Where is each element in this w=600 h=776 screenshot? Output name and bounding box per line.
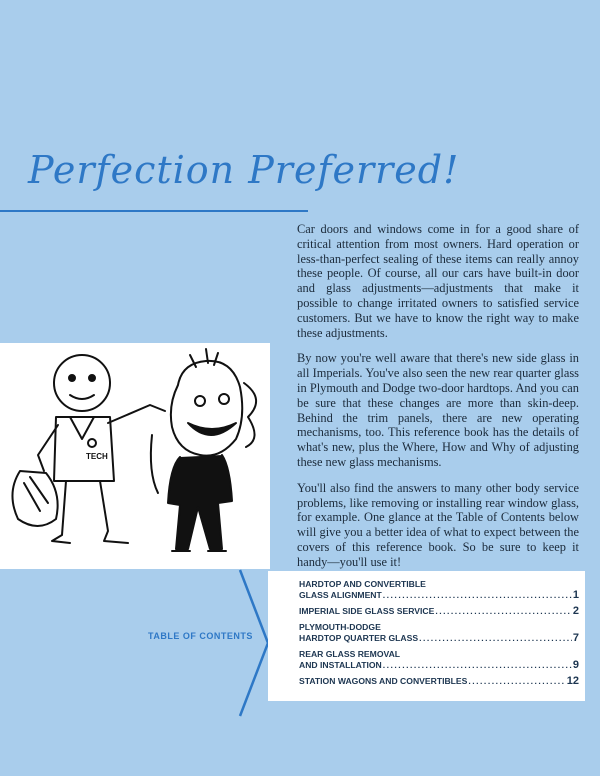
robot-head — [54, 355, 110, 411]
robot-arm-right — [108, 405, 165, 423]
toc-entry-title: STATION WAGONS AND CONVERTIBLES — [299, 676, 468, 686]
owner-tie-squiggle — [151, 435, 158, 493]
body-text — [297, 222, 579, 581]
robot-eye-right — [89, 375, 95, 381]
owner-eye-left — [195, 396, 205, 406]
owner-eye-right — [219, 394, 229, 404]
owner-suit — [168, 455, 232, 549]
toc-entry-title: GLASS ALIGNMENT — [299, 590, 382, 600]
toc-list — [299, 579, 579, 692]
paragraph-2: By now you're well aware that there's new side glass in all Imperials. You've also seen the new rear quarter glass in Plymouth and Dodge two-door hardtops. And you can be sure that these changes are more than skin-deep. Behind the trim panels, there are new operating mechanisms, too. This reference book has the details of what's new, plus the Where, How and Why of adjusting these new glass mechanisms. — [297, 351, 579, 469]
toc-page-number: 2 — [572, 605, 579, 617]
toc-entry-title: HARDTOP QUARTER GLASS — [299, 633, 419, 643]
robot-eye-left — [69, 375, 75, 381]
toc-page-number: 1 — [572, 589, 579, 601]
toc-entry[interactable] — [299, 579, 579, 601]
paragraph-1: Car doors and windows come in for a good share of critical attention from most owners. Hard operation or less-than-perfect sealing of these items can really annoy these people. Of course, all our cars have built-in door and glass adjustments—adjustments that make it possible to change irritated owners to satisfied service customers. But we have to know the right way to make these adjustments. — [297, 222, 579, 340]
owner-grin — [188, 423, 236, 435]
toc-entry[interactable] — [299, 606, 579, 617]
badge-text: TECH — [86, 452, 108, 461]
toc-page-number: 7 — [572, 632, 579, 644]
toc-page-number: 12 — [566, 675, 579, 687]
toc-entry[interactable] — [299, 649, 579, 671]
owner-hair — [190, 349, 218, 367]
toc-entry-title: IMPERIAL SIDE GLASS SERVICE — [299, 606, 435, 616]
robot-leg-right — [100, 481, 128, 543]
paragraph-3: You'll also find the answers to many other body service problems, like removing or installing rear window glass, for example. One glance at the Table of Contents below will give you a better idea of what to expect between the covers of this reference book. So be sure to keep it handy—you'll use it! — [297, 480, 579, 569]
tech-and-owner-cartoon — [0, 343, 270, 569]
owner-head — [171, 361, 242, 456]
cartoon-illustration — [0, 343, 270, 569]
page-title: Perfection Preferred! — [28, 148, 460, 192]
tool-sack — [12, 471, 57, 526]
toc-entry-line1: HARDTOP AND CONVERTIBLE — [299, 579, 426, 589]
toc-entry-line1: REAR GLASS REMOVAL — [299, 649, 401, 659]
toc-entry[interactable] — [299, 622, 579, 644]
toc-entry-line1: PLYMOUTH-DODGE — [299, 622, 381, 632]
toc-entry[interactable] — [299, 676, 579, 687]
toc-page-number: 9 — [572, 659, 579, 671]
toc-label: TABLE OF CONTENTS — [148, 631, 253, 641]
toc-entry-title: AND INSTALLATION — [299, 660, 382, 670]
badge-circle — [88, 439, 96, 447]
owner-ear-squiggle — [244, 383, 256, 447]
robot-smile — [70, 395, 94, 399]
title-underline — [0, 210, 308, 212]
robot-body — [54, 417, 114, 481]
